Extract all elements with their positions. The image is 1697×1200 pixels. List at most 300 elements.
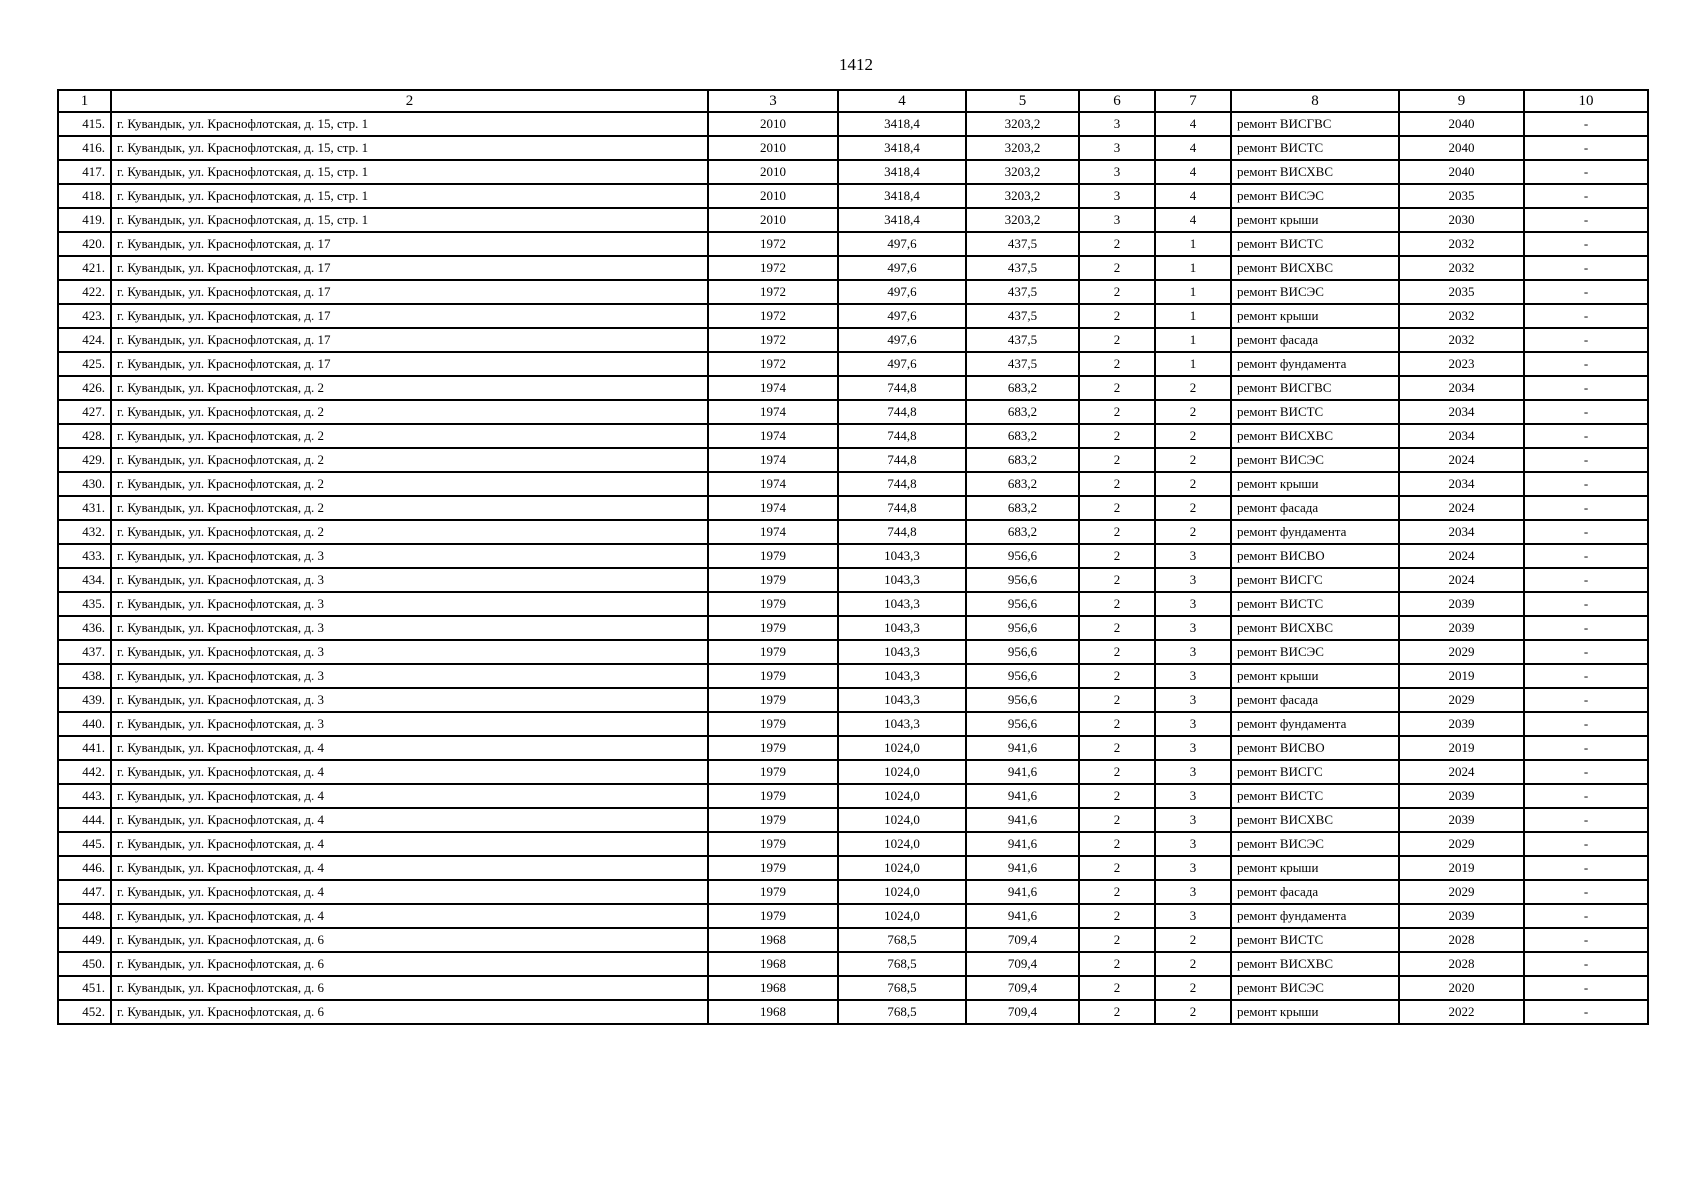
cell-floors: 2 xyxy=(1079,736,1155,760)
cell-work-type: ремонт ВИСЭС xyxy=(1231,184,1399,208)
cell-year: 2010 xyxy=(708,160,838,184)
cell-planned-year: 2032 xyxy=(1399,304,1524,328)
table-row xyxy=(58,184,1648,208)
table-row xyxy=(58,280,1648,304)
cell-work-type: ремонт фасада xyxy=(1231,328,1399,352)
cell-note: - xyxy=(1524,400,1648,424)
cell-living-area: 437,5 xyxy=(966,352,1079,376)
cell-total-area: 497,6 xyxy=(838,304,966,328)
cell-work-type: ремонт ВИСГС xyxy=(1231,568,1399,592)
cell-work-type: ремонт фасада xyxy=(1231,880,1399,904)
cell-row-number: 422. xyxy=(58,280,111,304)
cell-address: г. Кувандык, ул. Краснофлотская, д. 15, стр. 1 xyxy=(111,208,708,232)
cell-total-area: 1043,3 xyxy=(838,664,966,688)
cell-address: г. Кувандык, ул. Краснофлотская, д. 17 xyxy=(111,352,708,376)
cell-row-number: 424. xyxy=(58,328,111,352)
cell-row-number: 421. xyxy=(58,256,111,280)
cell-address: г. Кувандык, ул. Краснофлотская, д. 2 xyxy=(111,376,708,400)
cell-address: г. Кувандык, ул. Краснофлотская, д. 2 xyxy=(111,448,708,472)
table-row xyxy=(58,232,1648,256)
cell-work-type: ремонт ВИСТС xyxy=(1231,928,1399,952)
cell-total-area: 3418,4 xyxy=(838,112,966,136)
cell-address: г. Кувандык, ул. Краснофлотская, д. 4 xyxy=(111,736,708,760)
cell-planned-year: 2039 xyxy=(1399,904,1524,928)
cell-row-number: 417. xyxy=(58,160,111,184)
cell-work-type: ремонт ВИСЭС xyxy=(1231,280,1399,304)
cell-address: г. Кувандык, ул. Краснофлотская, д. 17 xyxy=(111,328,708,352)
cell-year: 1974 xyxy=(708,472,838,496)
table-row xyxy=(58,160,1648,184)
cell-entrances: 3 xyxy=(1155,688,1231,712)
cell-total-area: 1043,3 xyxy=(838,640,966,664)
table-row xyxy=(58,256,1648,280)
column-header-2: 2 xyxy=(111,90,708,112)
cell-total-area: 1043,3 xyxy=(838,592,966,616)
cell-work-type: ремонт крыши xyxy=(1231,208,1399,232)
cell-floors: 2 xyxy=(1079,664,1155,688)
cell-work-type: ремонт фасада xyxy=(1231,688,1399,712)
cell-total-area: 497,6 xyxy=(838,256,966,280)
cell-row-number: 447. xyxy=(58,880,111,904)
cell-living-area: 956,6 xyxy=(966,544,1079,568)
cell-year: 2010 xyxy=(708,208,838,232)
cell-work-type: ремонт крыши xyxy=(1231,1000,1399,1024)
cell-total-area: 768,5 xyxy=(838,952,966,976)
cell-floors: 2 xyxy=(1079,952,1155,976)
cell-entrances: 2 xyxy=(1155,472,1231,496)
cell-entrances: 4 xyxy=(1155,184,1231,208)
cell-work-type: ремонт ВИСТС xyxy=(1231,232,1399,256)
cell-floors: 2 xyxy=(1079,856,1155,880)
table-row xyxy=(58,496,1648,520)
cell-living-area: 437,5 xyxy=(966,304,1079,328)
cell-work-type: ремонт фундамента xyxy=(1231,352,1399,376)
cell-living-area: 683,2 xyxy=(966,376,1079,400)
cell-address: г. Кувандык, ул. Краснофлотская, д. 2 xyxy=(111,496,708,520)
cell-note: - xyxy=(1524,784,1648,808)
cell-note: - xyxy=(1524,160,1648,184)
cell-row-number: 437. xyxy=(58,640,111,664)
cell-planned-year: 2029 xyxy=(1399,640,1524,664)
cell-entrances: 2 xyxy=(1155,952,1231,976)
table-row xyxy=(58,328,1648,352)
cell-row-number: 438. xyxy=(58,664,111,688)
cell-planned-year: 2024 xyxy=(1399,544,1524,568)
cell-row-number: 430. xyxy=(58,472,111,496)
cell-year: 1979 xyxy=(708,904,838,928)
cell-floors: 2 xyxy=(1079,520,1155,544)
cell-year: 2010 xyxy=(708,184,838,208)
cell-planned-year: 2034 xyxy=(1399,472,1524,496)
cell-row-number: 444. xyxy=(58,808,111,832)
cell-living-area: 683,2 xyxy=(966,424,1079,448)
cell-total-area: 1024,0 xyxy=(838,784,966,808)
cell-floors: 2 xyxy=(1079,352,1155,376)
cell-note: - xyxy=(1524,1000,1648,1024)
cell-total-area: 1024,0 xyxy=(838,760,966,784)
registry-table xyxy=(57,89,1649,1025)
cell-entrances: 3 xyxy=(1155,544,1231,568)
cell-total-area: 497,6 xyxy=(838,328,966,352)
cell-living-area: 941,6 xyxy=(966,760,1079,784)
cell-planned-year: 2035 xyxy=(1399,184,1524,208)
cell-note: - xyxy=(1524,496,1648,520)
table-row xyxy=(58,664,1648,688)
cell-year: 1979 xyxy=(708,712,838,736)
cell-address: г. Кувандык, ул. Краснофлотская, д. 2 xyxy=(111,424,708,448)
cell-entrances: 3 xyxy=(1155,712,1231,736)
cell-total-area: 744,8 xyxy=(838,496,966,520)
cell-floors: 2 xyxy=(1079,760,1155,784)
cell-row-number: 415. xyxy=(58,112,111,136)
cell-floors: 2 xyxy=(1079,880,1155,904)
cell-entrances: 2 xyxy=(1155,376,1231,400)
cell-planned-year: 2039 xyxy=(1399,808,1524,832)
cell-row-number: 431. xyxy=(58,496,111,520)
cell-work-type: ремонт ВИСЭС xyxy=(1231,832,1399,856)
cell-year: 1979 xyxy=(708,688,838,712)
cell-row-number: 419. xyxy=(58,208,111,232)
cell-address: г. Кувандык, ул. Краснофлотская, д. 2 xyxy=(111,472,708,496)
column-header-10: 10 xyxy=(1524,90,1648,112)
table-row xyxy=(58,376,1648,400)
table-row xyxy=(58,712,1648,736)
cell-planned-year: 2022 xyxy=(1399,1000,1524,1024)
cell-note: - xyxy=(1524,664,1648,688)
cell-total-area: 497,6 xyxy=(838,232,966,256)
cell-entrances: 2 xyxy=(1155,976,1231,1000)
table-row xyxy=(58,592,1648,616)
cell-total-area: 1024,0 xyxy=(838,856,966,880)
cell-note: - xyxy=(1524,328,1648,352)
cell-row-number: 442. xyxy=(58,760,111,784)
cell-total-area: 3418,4 xyxy=(838,208,966,232)
cell-entrances: 2 xyxy=(1155,400,1231,424)
cell-address: г. Кувандык, ул. Краснофлотская, д. 17 xyxy=(111,304,708,328)
cell-living-area: 941,6 xyxy=(966,736,1079,760)
cell-total-area: 3418,4 xyxy=(838,160,966,184)
cell-row-number: 449. xyxy=(58,928,111,952)
cell-total-area: 744,8 xyxy=(838,376,966,400)
cell-note: - xyxy=(1524,592,1648,616)
cell-address: г. Кувандык, ул. Краснофлотская, д. 4 xyxy=(111,808,708,832)
cell-work-type: ремонт ВИСТС xyxy=(1231,592,1399,616)
cell-living-area: 709,4 xyxy=(966,952,1079,976)
cell-planned-year: 2024 xyxy=(1399,448,1524,472)
cell-year: 1979 xyxy=(708,856,838,880)
cell-row-number: 429. xyxy=(58,448,111,472)
cell-total-area: 1024,0 xyxy=(838,736,966,760)
cell-row-number: 436. xyxy=(58,616,111,640)
column-header-5: 5 xyxy=(966,90,1079,112)
cell-living-area: 3203,2 xyxy=(966,112,1079,136)
cell-floors: 3 xyxy=(1079,136,1155,160)
cell-note: - xyxy=(1524,952,1648,976)
cell-floors: 2 xyxy=(1079,400,1155,424)
cell-address: г. Кувандык, ул. Краснофлотская, д. 4 xyxy=(111,832,708,856)
cell-living-area: 437,5 xyxy=(966,232,1079,256)
cell-entrances: 2 xyxy=(1155,424,1231,448)
cell-note: - xyxy=(1524,280,1648,304)
cell-living-area: 683,2 xyxy=(966,472,1079,496)
cell-entrances: 2 xyxy=(1155,1000,1231,1024)
cell-note: - xyxy=(1524,544,1648,568)
table-row xyxy=(58,808,1648,832)
column-header-6: 6 xyxy=(1079,90,1155,112)
cell-address: г. Кувандык, ул. Краснофлотская, д. 3 xyxy=(111,712,708,736)
cell-note: - xyxy=(1524,976,1648,1000)
cell-total-area: 1043,3 xyxy=(838,568,966,592)
cell-floors: 2 xyxy=(1079,496,1155,520)
cell-entrances: 3 xyxy=(1155,760,1231,784)
cell-planned-year: 2034 xyxy=(1399,400,1524,424)
cell-planned-year: 2030 xyxy=(1399,208,1524,232)
cell-living-area: 941,6 xyxy=(966,856,1079,880)
cell-total-area: 744,8 xyxy=(838,400,966,424)
cell-address: г. Кувандык, ул. Краснофлотская, д. 17 xyxy=(111,256,708,280)
cell-floors: 2 xyxy=(1079,712,1155,736)
cell-planned-year: 2023 xyxy=(1399,352,1524,376)
table-row xyxy=(58,616,1648,640)
cell-address: г. Кувандык, ул. Краснофлотская, д. 3 xyxy=(111,568,708,592)
cell-floors: 3 xyxy=(1079,160,1155,184)
cell-note: - xyxy=(1524,832,1648,856)
cell-living-area: 683,2 xyxy=(966,448,1079,472)
cell-work-type: ремонт ВИСТС xyxy=(1231,784,1399,808)
cell-entrances: 4 xyxy=(1155,112,1231,136)
cell-year: 1979 xyxy=(708,736,838,760)
cell-work-type: ремонт ВИСХВС xyxy=(1231,256,1399,280)
cell-address: г. Кувандык, ул. Краснофлотская, д. 15, стр. 1 xyxy=(111,160,708,184)
cell-total-area: 497,6 xyxy=(838,280,966,304)
cell-row-number: 420. xyxy=(58,232,111,256)
cell-note: - xyxy=(1524,184,1648,208)
cell-entrances: 3 xyxy=(1155,904,1231,928)
cell-living-area: 941,6 xyxy=(966,808,1079,832)
cell-floors: 2 xyxy=(1079,640,1155,664)
table-row xyxy=(58,136,1648,160)
table-row xyxy=(58,736,1648,760)
cell-note: - xyxy=(1524,928,1648,952)
cell-planned-year: 2029 xyxy=(1399,880,1524,904)
cell-work-type: ремонт ВИСТС xyxy=(1231,136,1399,160)
cell-year: 1979 xyxy=(708,784,838,808)
cell-total-area: 768,5 xyxy=(838,1000,966,1024)
cell-total-area: 744,8 xyxy=(838,424,966,448)
cell-work-type: ремонт крыши xyxy=(1231,304,1399,328)
table-row xyxy=(58,352,1648,376)
cell-entrances: 2 xyxy=(1155,496,1231,520)
cell-work-type: ремонт фундамента xyxy=(1231,712,1399,736)
cell-living-area: 709,4 xyxy=(966,928,1079,952)
cell-living-area: 941,6 xyxy=(966,880,1079,904)
cell-floors: 2 xyxy=(1079,304,1155,328)
cell-work-type: ремонт ВИСВО xyxy=(1231,544,1399,568)
cell-note: - xyxy=(1524,760,1648,784)
table-row xyxy=(58,568,1648,592)
cell-planned-year: 2020 xyxy=(1399,976,1524,1000)
cell-year: 1979 xyxy=(708,760,838,784)
table-row xyxy=(58,760,1648,784)
cell-planned-year: 2039 xyxy=(1399,592,1524,616)
cell-living-area: 709,4 xyxy=(966,976,1079,1000)
cell-year: 1979 xyxy=(708,880,838,904)
cell-entrances: 2 xyxy=(1155,448,1231,472)
cell-year: 1974 xyxy=(708,448,838,472)
cell-floors: 2 xyxy=(1079,928,1155,952)
cell-planned-year: 2032 xyxy=(1399,328,1524,352)
cell-living-area: 3203,2 xyxy=(966,160,1079,184)
cell-year: 1979 xyxy=(708,544,838,568)
cell-year: 1979 xyxy=(708,664,838,688)
cell-total-area: 3418,4 xyxy=(838,184,966,208)
cell-entrances: 1 xyxy=(1155,304,1231,328)
cell-row-number: 416. xyxy=(58,136,111,160)
cell-note: - xyxy=(1524,616,1648,640)
cell-floors: 2 xyxy=(1079,976,1155,1000)
table-row xyxy=(58,112,1648,136)
cell-row-number: 441. xyxy=(58,736,111,760)
table-row xyxy=(58,208,1648,232)
cell-row-number: 433. xyxy=(58,544,111,568)
cell-total-area: 768,5 xyxy=(838,976,966,1000)
cell-row-number: 428. xyxy=(58,424,111,448)
cell-note: - xyxy=(1524,232,1648,256)
table-row xyxy=(58,928,1648,952)
table-row xyxy=(58,832,1648,856)
cell-floors: 2 xyxy=(1079,568,1155,592)
cell-row-number: 432. xyxy=(58,520,111,544)
cell-entrances: 1 xyxy=(1155,232,1231,256)
cell-planned-year: 2039 xyxy=(1399,784,1524,808)
cell-year: 2010 xyxy=(708,112,838,136)
cell-entrances: 1 xyxy=(1155,352,1231,376)
cell-note: - xyxy=(1524,712,1648,736)
cell-floors: 3 xyxy=(1079,208,1155,232)
cell-planned-year: 2019 xyxy=(1399,856,1524,880)
cell-work-type: ремонт ВИСЭС xyxy=(1231,640,1399,664)
cell-work-type: ремонт ВИСЭС xyxy=(1231,976,1399,1000)
cell-total-area: 744,8 xyxy=(838,448,966,472)
cell-address: г. Кувандык, ул. Краснофлотская, д. 17 xyxy=(111,232,708,256)
cell-entrances: 2 xyxy=(1155,520,1231,544)
table-row xyxy=(58,856,1648,880)
cell-entrances: 4 xyxy=(1155,136,1231,160)
column-header-1: 1 xyxy=(58,90,111,112)
cell-address: г. Кувандык, ул. Краснофлотская, д. 4 xyxy=(111,784,708,808)
cell-address: г. Кувандык, ул. Краснофлотская, д. 2 xyxy=(111,520,708,544)
table-row xyxy=(58,1000,1648,1024)
cell-total-area: 1043,3 xyxy=(838,544,966,568)
cell-address: г. Кувандык, ул. Краснофлотская, д. 4 xyxy=(111,904,708,928)
cell-living-area: 941,6 xyxy=(966,784,1079,808)
cell-living-area: 683,2 xyxy=(966,400,1079,424)
cell-address: г. Кувандык, ул. Краснофлотская, д. 3 xyxy=(111,688,708,712)
cell-row-number: 443. xyxy=(58,784,111,808)
cell-planned-year: 2024 xyxy=(1399,568,1524,592)
cell-planned-year: 2028 xyxy=(1399,952,1524,976)
cell-total-area: 1043,3 xyxy=(838,616,966,640)
column-header-8: 8 xyxy=(1231,90,1399,112)
cell-living-area: 956,6 xyxy=(966,592,1079,616)
cell-row-number: 440. xyxy=(58,712,111,736)
cell-note: - xyxy=(1524,256,1648,280)
table-row xyxy=(58,472,1648,496)
cell-living-area: 941,6 xyxy=(966,832,1079,856)
cell-row-number: 425. xyxy=(58,352,111,376)
cell-year: 1968 xyxy=(708,928,838,952)
cell-work-type: ремонт ВИСВО xyxy=(1231,736,1399,760)
cell-floors: 2 xyxy=(1079,472,1155,496)
cell-row-number: 418. xyxy=(58,184,111,208)
cell-year: 1974 xyxy=(708,424,838,448)
cell-row-number: 423. xyxy=(58,304,111,328)
cell-floors: 2 xyxy=(1079,784,1155,808)
cell-row-number: 446. xyxy=(58,856,111,880)
cell-living-area: 709,4 xyxy=(966,1000,1079,1024)
cell-note: - xyxy=(1524,808,1648,832)
cell-note: - xyxy=(1524,352,1648,376)
cell-work-type: ремонт крыши xyxy=(1231,856,1399,880)
cell-note: - xyxy=(1524,424,1648,448)
cell-entrances: 1 xyxy=(1155,256,1231,280)
table-row xyxy=(58,400,1648,424)
column-header-3: 3 xyxy=(708,90,838,112)
table-row xyxy=(58,448,1648,472)
cell-entrances: 3 xyxy=(1155,736,1231,760)
cell-note: - xyxy=(1524,376,1648,400)
cell-planned-year: 2028 xyxy=(1399,928,1524,952)
cell-work-type: ремонт ВИСЭС xyxy=(1231,448,1399,472)
cell-row-number: 426. xyxy=(58,376,111,400)
cell-note: - xyxy=(1524,856,1648,880)
cell-living-area: 956,6 xyxy=(966,640,1079,664)
cell-address: г. Кувандык, ул. Краснофлотская, д. 6 xyxy=(111,976,708,1000)
cell-entrances: 3 xyxy=(1155,640,1231,664)
cell-year: 1974 xyxy=(708,400,838,424)
cell-entrances: 3 xyxy=(1155,880,1231,904)
cell-address: г. Кувандык, ул. Краснофлотская, д. 3 xyxy=(111,664,708,688)
cell-note: - xyxy=(1524,304,1648,328)
cell-work-type: ремонт ВИСХВС xyxy=(1231,424,1399,448)
cell-planned-year: 2024 xyxy=(1399,496,1524,520)
cell-work-type: ремонт ВИСГС xyxy=(1231,760,1399,784)
cell-living-area: 941,6 xyxy=(966,904,1079,928)
cell-floors: 2 xyxy=(1079,424,1155,448)
cell-year: 1974 xyxy=(708,496,838,520)
cell-address: г. Кувандык, ул. Краснофлотская, д. 3 xyxy=(111,640,708,664)
cell-work-type: ремонт крыши xyxy=(1231,664,1399,688)
cell-note: - xyxy=(1524,904,1648,928)
cell-entrances: 1 xyxy=(1155,328,1231,352)
cell-living-area: 3203,2 xyxy=(966,184,1079,208)
cell-planned-year: 2034 xyxy=(1399,376,1524,400)
cell-total-area: 1024,0 xyxy=(838,832,966,856)
cell-living-area: 3203,2 xyxy=(966,208,1079,232)
cell-total-area: 3418,4 xyxy=(838,136,966,160)
cell-work-type: ремонт ВИСТС xyxy=(1231,400,1399,424)
cell-note: - xyxy=(1524,208,1648,232)
cell-floors: 2 xyxy=(1079,328,1155,352)
cell-living-area: 683,2 xyxy=(966,520,1079,544)
cell-year: 1972 xyxy=(708,256,838,280)
cell-planned-year: 2024 xyxy=(1399,760,1524,784)
cell-planned-year: 2029 xyxy=(1399,688,1524,712)
cell-year: 1979 xyxy=(708,832,838,856)
cell-total-area: 1043,3 xyxy=(838,712,966,736)
cell-work-type: ремонт ВИСГВС xyxy=(1231,112,1399,136)
table-row xyxy=(58,976,1648,1000)
